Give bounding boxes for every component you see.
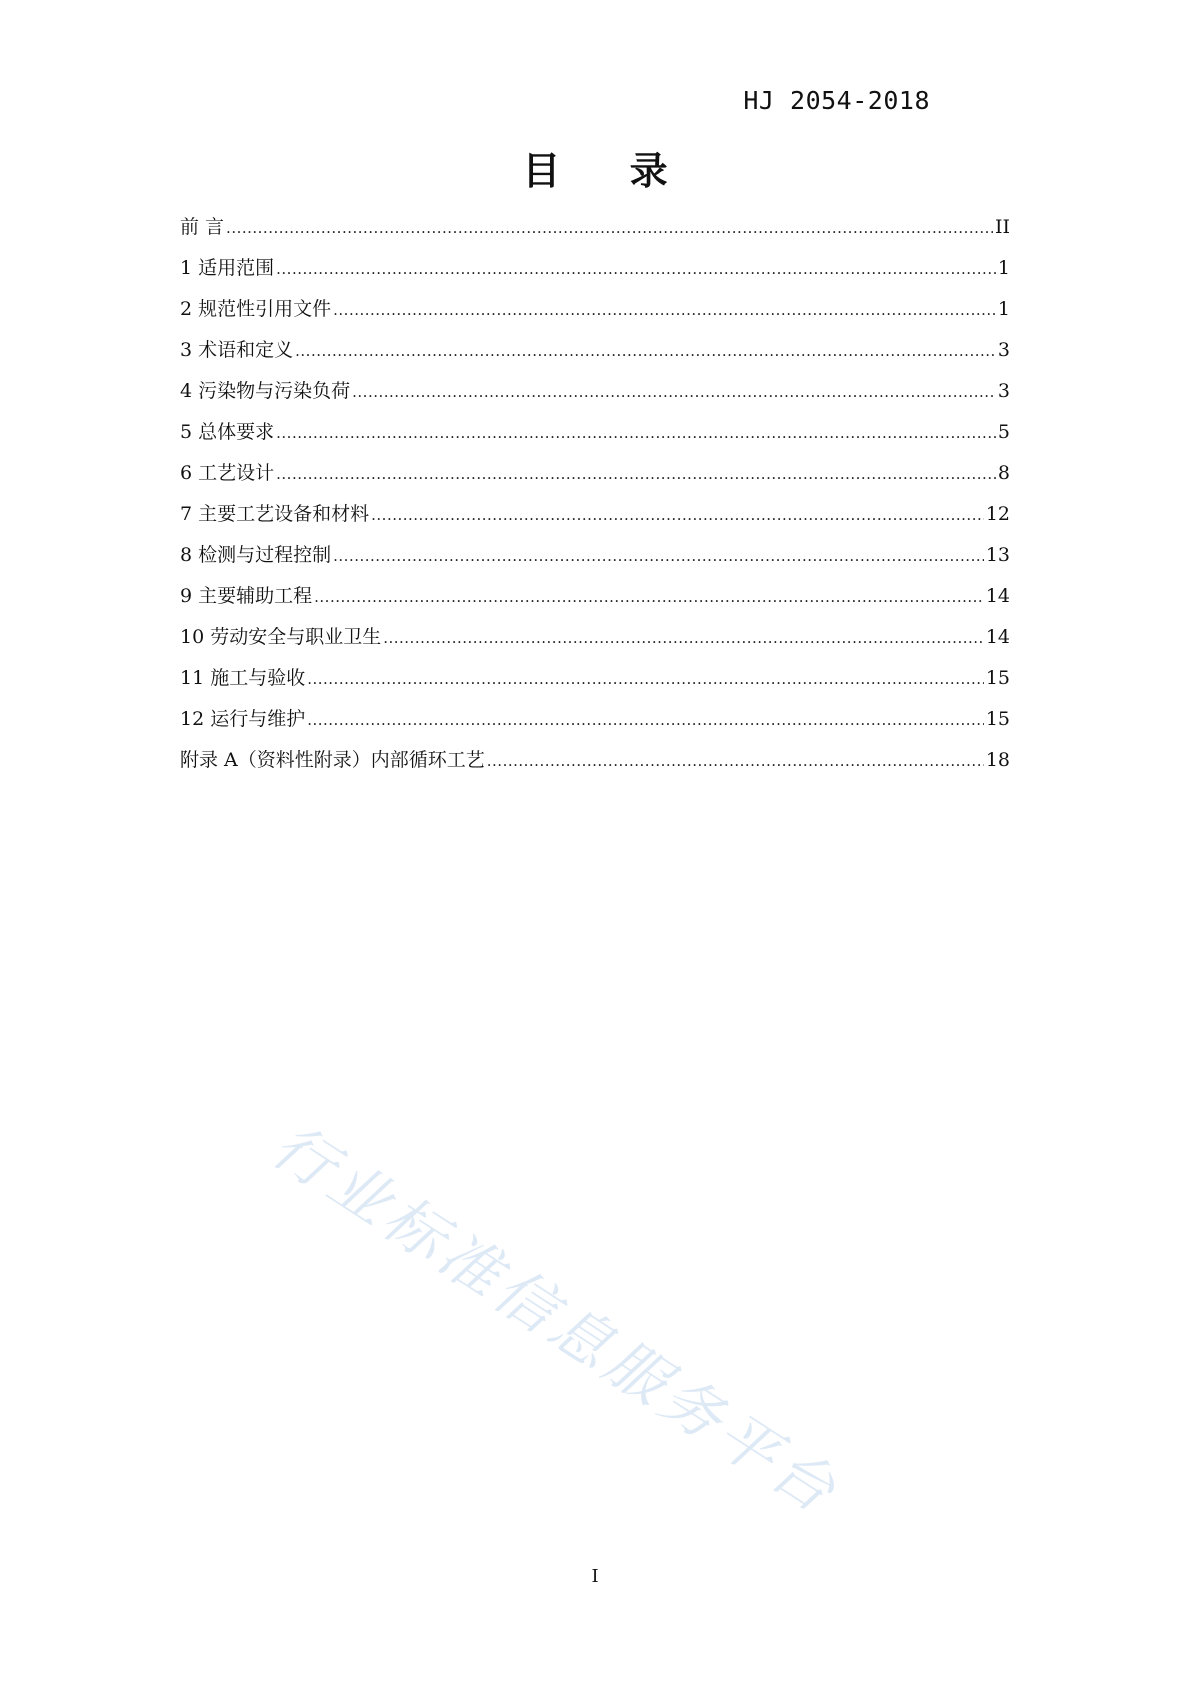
toc-entry[interactable] <box>180 540 1010 581</box>
toc-dot-leader <box>295 342 996 360</box>
toc-entry-page: 3 <box>997 380 1010 402</box>
toc-dot-leader <box>276 424 996 442</box>
toc-dot-leader <box>276 260 996 278</box>
table-of-contents <box>180 212 1010 786</box>
toc-entry[interactable] <box>180 458 1010 499</box>
watermark: 行业标准信息服务平台 <box>259 1110 852 1530</box>
toc-entry-page: 12 <box>985 503 1010 525</box>
toc-dot-leader <box>333 547 984 565</box>
toc-entry-page: 1 <box>997 257 1010 279</box>
page-number: I <box>591 1566 599 1587</box>
toc-dot-leader <box>371 506 984 524</box>
toc-title: 目 录 <box>522 149 696 193</box>
toc-entry-label: 2 规范性引用文件 <box>180 298 332 320</box>
toc-entry[interactable] <box>180 622 1010 663</box>
toc-entry-page: 14 <box>985 626 1010 648</box>
toc-entry-label: 7 主要工艺设备和材料 <box>180 503 370 525</box>
toc-entry-label: 3 术语和定义 <box>180 339 294 361</box>
toc-dot-leader <box>226 219 993 237</box>
toc-entry-label: 8 检测与过程控制 <box>180 544 332 566</box>
toc-entry[interactable] <box>180 294 1010 335</box>
toc-entry[interactable] <box>180 499 1010 540</box>
toc-entry-label: 9 主要辅助工程 <box>180 585 313 607</box>
toc-entry-label: 12 运行与维护 <box>180 708 306 730</box>
toc-entry[interactable] <box>180 704 1010 745</box>
toc-dot-leader <box>314 588 984 606</box>
toc-entry-page: 14 <box>985 585 1010 607</box>
toc-entry[interactable] <box>180 376 1010 417</box>
toc-dot-leader <box>307 670 984 688</box>
toc-dot-leader <box>307 711 984 729</box>
toc-dot-leader <box>333 301 996 319</box>
toc-entry-label: 11 施工与验收 <box>180 667 306 689</box>
toc-entry-page: 13 <box>985 544 1010 566</box>
toc-dot-leader <box>352 383 996 401</box>
toc-entry-label: 6 工艺设计 <box>180 462 275 484</box>
toc-dot-leader <box>276 465 996 483</box>
toc-entry-label: 10 劳动安全与职业卫生 <box>180 626 382 648</box>
toc-entry-page: II <box>994 216 1010 238</box>
toc-entry-page: 18 <box>985 749 1010 771</box>
toc-entry-label: 附录 A（资料性附录）内部循环工艺 <box>180 749 485 771</box>
toc-entry-page: 8 <box>997 462 1010 484</box>
toc-dot-leader <box>487 752 984 770</box>
toc-entry-label: 前 言 <box>180 216 225 238</box>
toc-entry-page: 1 <box>997 298 1010 320</box>
toc-entry[interactable] <box>180 417 1010 458</box>
toc-entry[interactable] <box>180 745 1010 786</box>
toc-entry[interactable] <box>180 212 1010 253</box>
toc-entry-page: 5 <box>997 421 1010 443</box>
toc-entry-label: 4 污染物与污染负荷 <box>180 380 351 402</box>
toc-entry[interactable] <box>180 253 1010 294</box>
toc-entry-page: 15 <box>985 708 1010 730</box>
toc-entry[interactable] <box>180 335 1010 376</box>
document-code: HJ 2054-2018 <box>743 86 930 115</box>
toc-dot-leader <box>383 629 984 647</box>
toc-entry[interactable] <box>180 663 1010 704</box>
toc-entry-label: 5 总体要求 <box>180 421 275 443</box>
toc-entry-label: 1 适用范围 <box>180 257 275 279</box>
toc-entry[interactable] <box>180 581 1010 622</box>
toc-entry-page: 15 <box>985 667 1010 689</box>
toc-entry-page: 3 <box>997 339 1010 361</box>
